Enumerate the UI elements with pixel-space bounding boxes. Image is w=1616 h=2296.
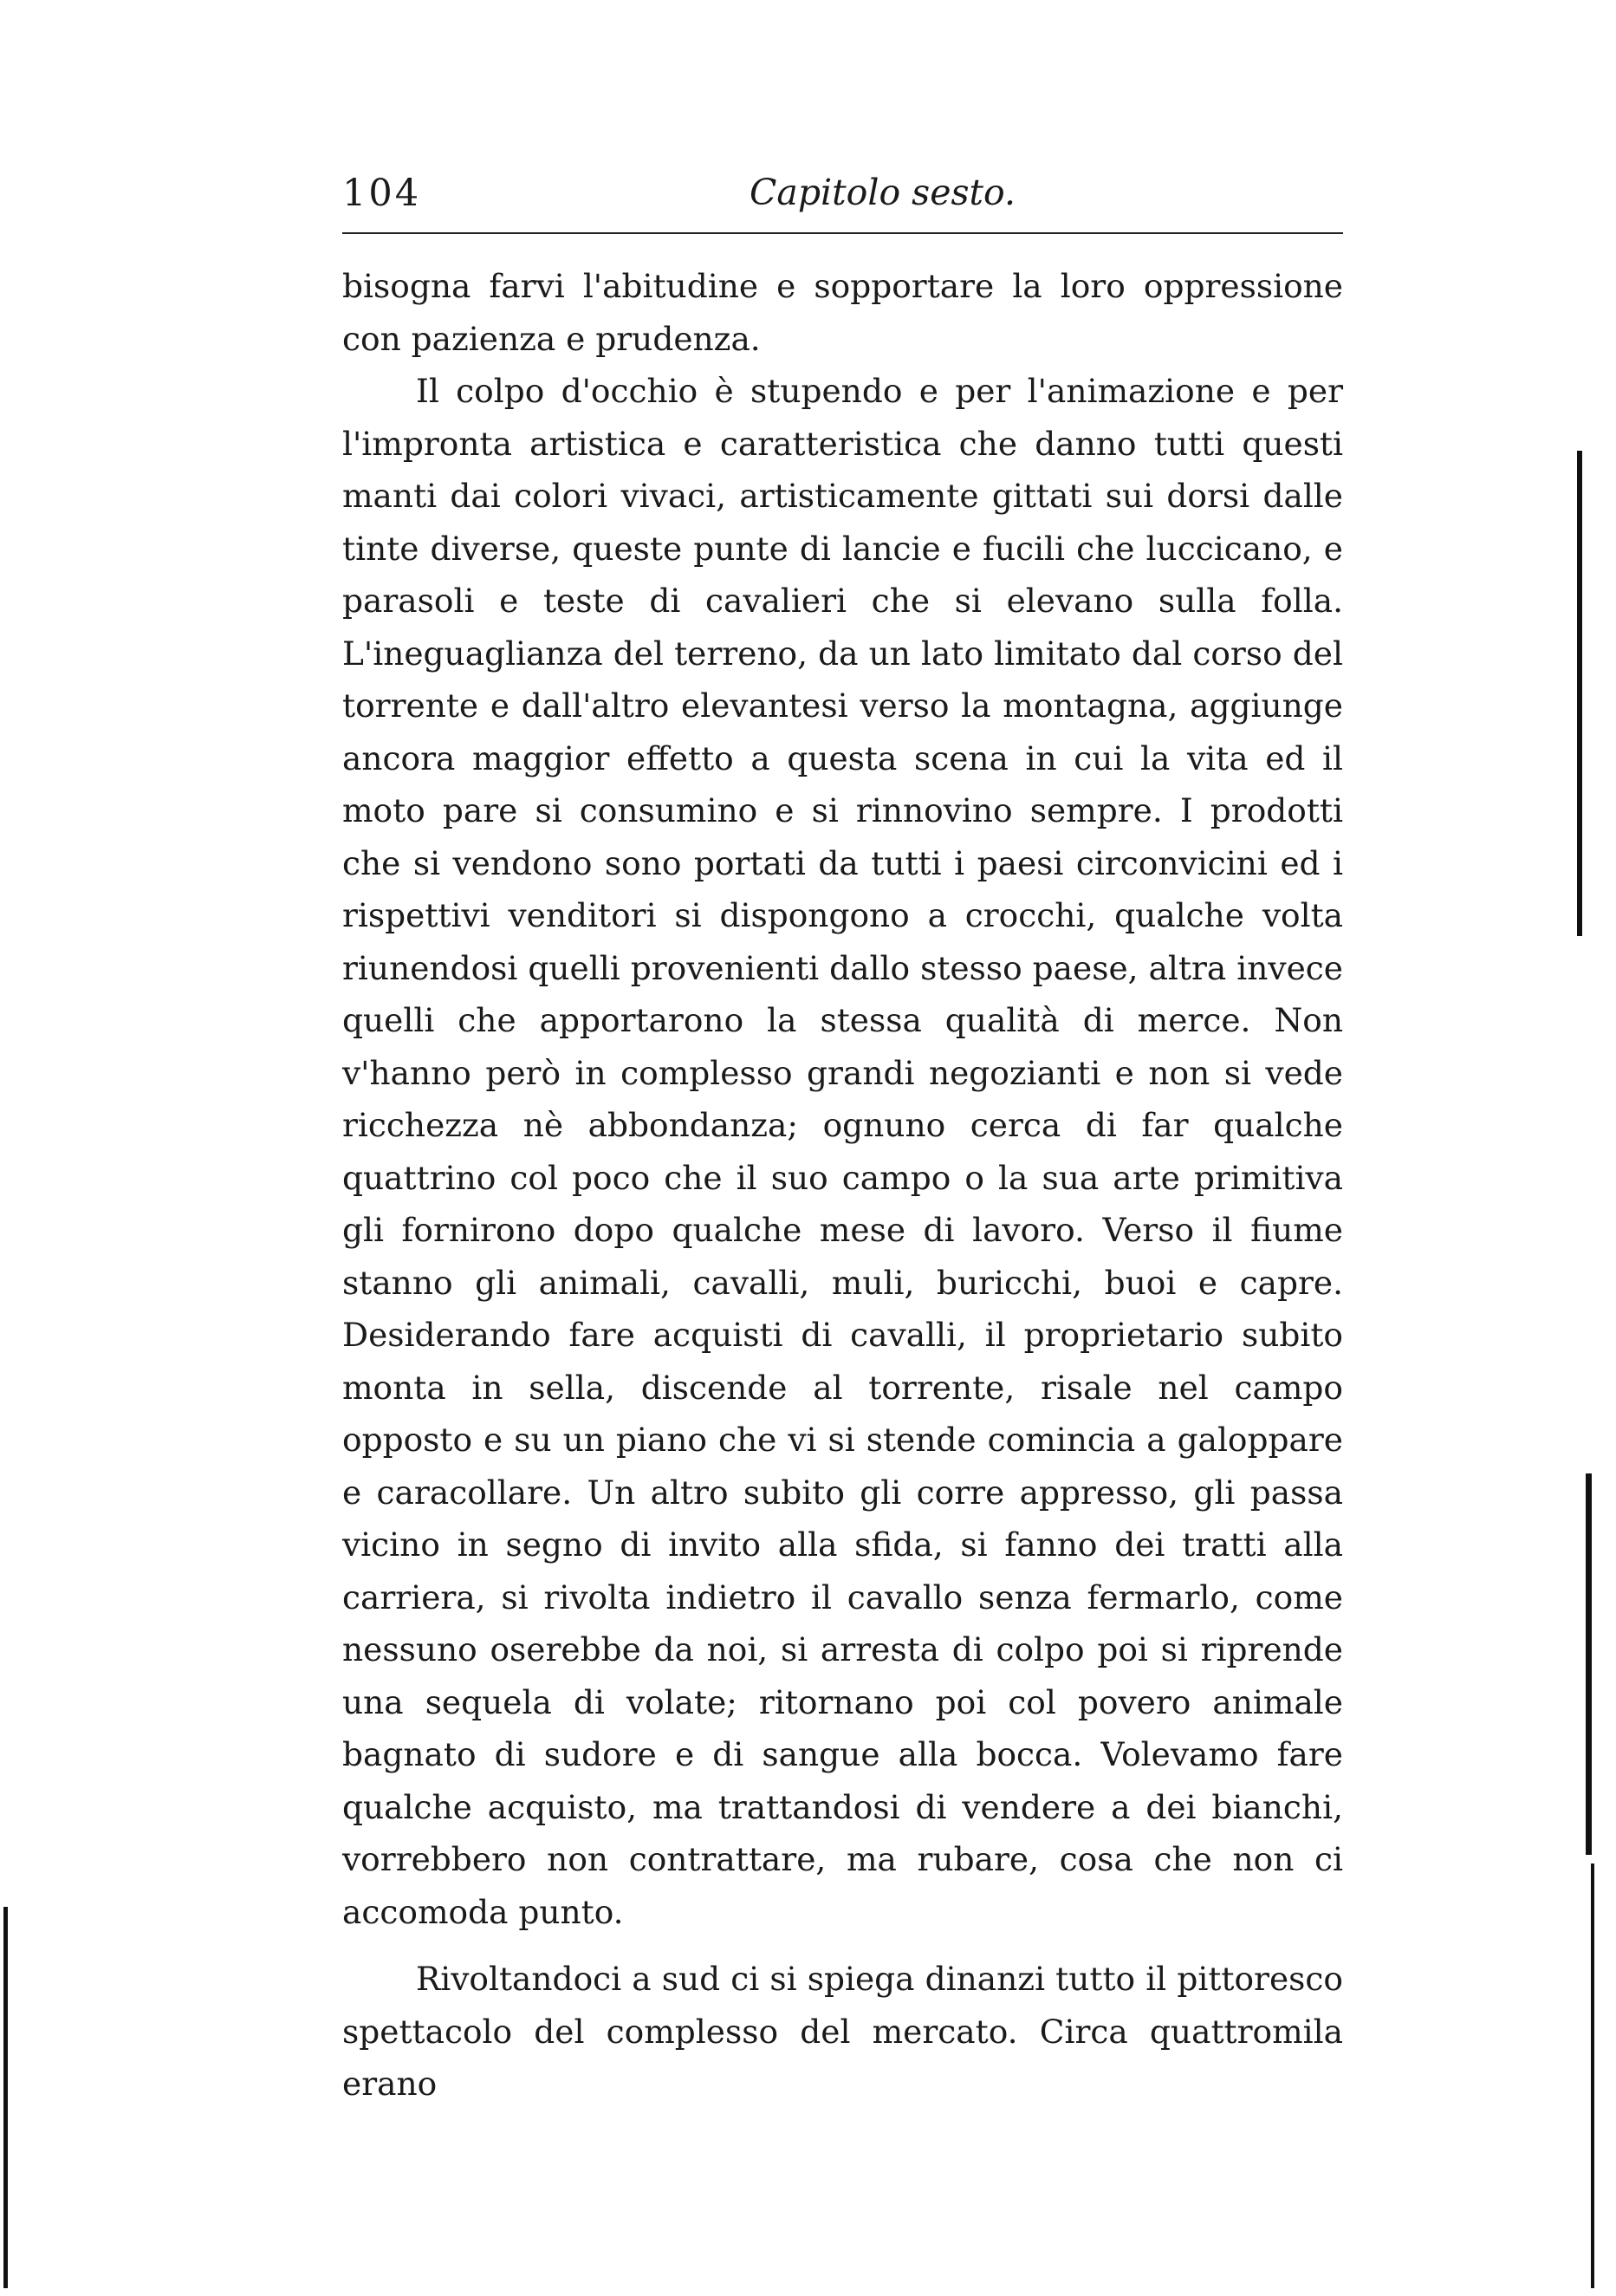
scan-edge-right-3 bbox=[1591, 1863, 1594, 2288]
page-number: 104 bbox=[342, 172, 422, 215]
body-text bbox=[342, 260, 1343, 2111]
page-header bbox=[342, 166, 1343, 227]
paragraph-south-view: Rivoltandoci a sud ci si spiega dinanzi tutto il pittoresco spettacolo del complesso del mercato. Circa quattromila erano bbox=[342, 1960, 1343, 2103]
running-head: Capitolo sesto. bbox=[750, 172, 1016, 213]
paragraph-market-scene: Il colpo d'occhio è stupendo e per l'animazione e per l'impronta artistica e caratteristica che danno tutti questi manti dai colori vivaci, artisticamente gittati sui dorsi dalle tinte diverse, queste punte di lancie e fucili che luccicano, e parasoli e teste di cavalieri che si elevano sulla folla. L'ineguaglianza del terreno, da un lato limitato dal corso del torrente e dall'altro elevantesi verso la montagna, aggiunge ancora maggior effetto a questa scena in cui la vita ed il moto pare si consumino e si rinnovino sempre. I prodotti che si vendono sono portati da tutti i paesi circonvicini ed i rispettivi venditori si dispongono a crocchi, qualche volta riunendosi quelli provenienti dallo stesso paese, altra invece quelli che apportarono la stessa qualità di merce. Non v'hanno però in complesso grandi negozianti e non si vede ricchezza nè abbondanza; ognuno cerca di far qualche quattrino col poco che il suo campo o la sua arte primitiva gli fornirono dopo qualche mese di lavoro. Verso il fiume stanno gli animali, cavalli, muli, buricchi, buoi e capre. Desiderando fare acquisti di cavalli, il proprietario subito monta in sella, discende al torrente, risale nel campo opposto e su un piano che vi si stende comincia a galoppare e caracollare. Un altro subito gli corre appresso, gli passa vicino in segno di invito alla sfida, si fanno dei tratti alla carriera, si rivolta indietro il cavallo senza fermarlo, come nessuno oserebbe da noi, si arresta di colpo poi si riprende una sequela di volate; ritornano poi col povero animale bagnato di sudore e di sangue alla bocca. Volevamo fare qualche acquisto, ma trattandosi di vendere a dei bianchi, vorrebbero non contrattare, ma rubare, cosa che non ci accomoda punto. bbox=[342, 372, 1343, 1931]
scan-edge-right-2 bbox=[1586, 1473, 1592, 1855]
header-rule bbox=[342, 232, 1343, 234]
paragraph-continuation: bisogna farvi l'abitudine e sopportare la loro oppressione con pazienza e prudenza. bbox=[342, 267, 1343, 358]
scan-edge-right-1 bbox=[1577, 451, 1582, 936]
scan-edge-left bbox=[3, 1907, 8, 2288]
